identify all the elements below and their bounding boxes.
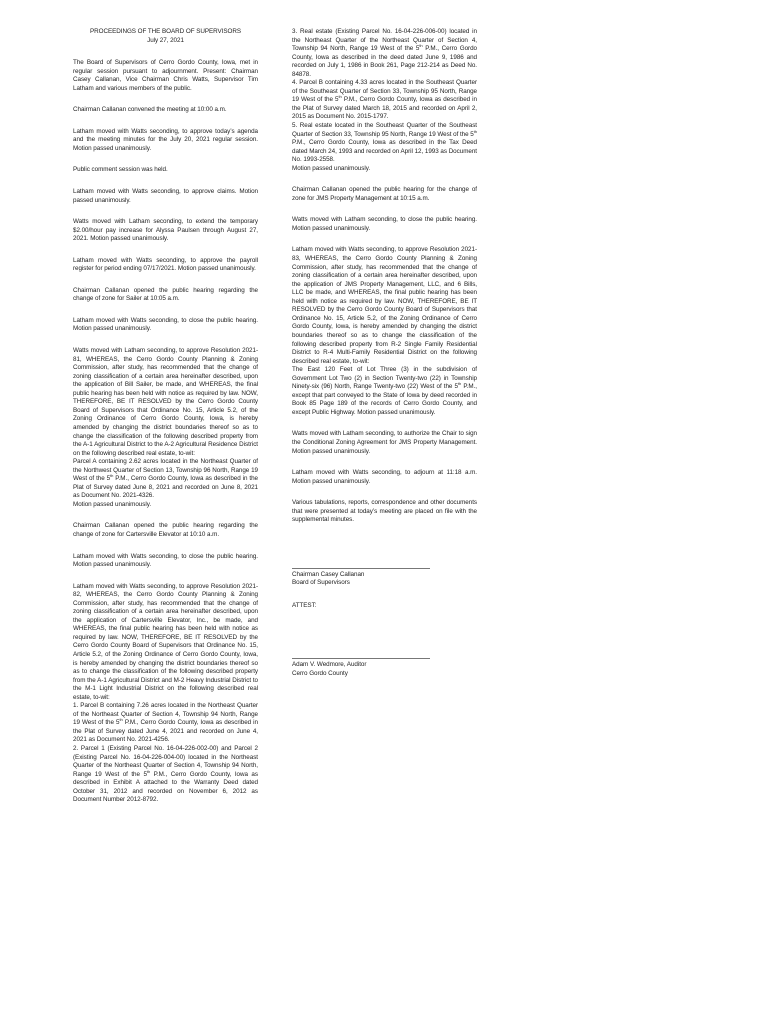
auditor-name: Adam V. Wedmore, Auditor bbox=[292, 661, 367, 669]
paragraph-hearing-sailer-open: Chairman Callanan opened the public hearing regarding the change of zone for Sailer at 10:05 a.m. bbox=[73, 286, 258, 303]
resolution-81-parcel-a: Parcel A containing 2.62 acres located in the Northeast Quarter of the Northwest Quarter of Section 13, Township 96 North, Range 19 West of the 5th P.M., Cerro Gordo County, Iowa as described in the Plat of Survey dated June 8, 2021 and recorded on June 8, 2021 as Document No. 2021-4326. bbox=[73, 458, 258, 500]
resolution-81-motion: Motion passed unanimously. bbox=[73, 500, 152, 508]
resolution-81-body: Watts moved with Latham seconding, to approve Resolution 2021-81, WHEREAS, the Cerro Gordo County Planning & Zoning Commission, after study, has recommended that the change of zoning classification of a certain area hereinafter described, upon the application of Bill Sailer, be made, and WHEREAS, the final public hearing has been held with notice as required by law. NOW, THEREFORE, BE IT RESOLVED by the Cerro Gordo County Board of Supervisors that Ordinance No. 15, Article 5.2, of the Zoning Ordinance of Cerro Gordo County, Iowa, is hereby amended by changing the district boundaries thereof so as to change the classification of the following described property from the A-1 Agricultural District to the A-2 Agricultural Residence District on the following described real estate, to-wit: bbox=[73, 347, 258, 457]
auditor-county: Cerro Gordo County bbox=[292, 669, 348, 677]
paragraph-hearing-cartersville-close: Latham moved with Watts seconding, to close the public hearing. Motion passed unanimously. bbox=[73, 552, 258, 569]
resolution-82-item-1: 1. Parcel B containing 7.26 acres located in the Northeast Quarter of the Northeast Quarter of Section 4, Township 94 North, Range 19 West of the 5th P.M., Cerro Gordo County, Iowa as described in the Plat of Survey dated June 4, 2021 and recorded on June 4, 2021 as Document No. 2021-4256. bbox=[73, 702, 258, 744]
resolution-2021-81 bbox=[73, 347, 258, 509]
paragraph-hearing-jms-close: Watts moved with Latham seconding, to close the public hearing. Motion passed unanimously. bbox=[292, 216, 477, 232]
signature-block bbox=[292, 538, 477, 679]
resolution-82-item-3: 3. Real estate (Existing Parcel No. 16-04-226-006-00) located in the Northeast Quarter of the Northeast Quarter of Section 4, Township 94 North, Range 19 West of the 5th P.M., Cerro Gordo County, Iowa as described in the deed dated June 9, 1986 and recorded on July 1, 1986 in Book 261, Page 212-214 as Deed No. 84878. bbox=[292, 28, 477, 78]
paragraph-attendance: The Board of Supervisors of Cerro Gordo County, Iowa, met in regular session pursuant to adjournment. Present: Chairman Casey Callanan, Vice Chairman Chris Watts, Supervisor Tim Latham and various members of the public. bbox=[73, 59, 258, 92]
resolution-82-item-2: 2. Parcel 1 (Existing Parcel No. 16-04-226-002-00) and Parcel 2 (Existing Parcel No. 16-04-226-004-00) located in the Northeast Quarter of the Northeast Quarter of Section 4, Township 94 North, Range 19 West of the 5th P.M., Cerro Gordo County, Iowa as described in Exhibit A attached to the Warranty Deed dated October 31, 2012 and recorded on November 6, 2012 as Document Number 2012-8792. bbox=[73, 745, 258, 804]
attest-label: ATTEST: bbox=[292, 601, 317, 609]
paragraph-hearing-sailer-close: Latham moved with Watts seconding, to close the public hearing. Motion passed unanimously. bbox=[73, 316, 258, 333]
paragraph-hearing-cartersville-open: Chairman Callanan opened the public hearing regarding the change of zone for Cartersville Elevator at 10:10 a.m. bbox=[73, 522, 258, 538]
chair-name: Chairman Casey Callanan bbox=[292, 570, 365, 578]
heading-date: July 27, 2021 bbox=[147, 36, 184, 44]
paragraph-public-comment: Public comment session was held. bbox=[73, 166, 168, 174]
paragraph-adjourn-motion: Latham moved with Watts seconding, to adjourn at 11:18 a.m. Motion passed unanimously. bbox=[292, 469, 477, 485]
paragraph-zoning-agreement-motion: Watts moved with Latham seconding, to authorize the Chair to sign the Conditional Zoning Agreement for JMS Property Management. Motion passed unanimously. bbox=[292, 430, 477, 455]
right-column bbox=[292, 28, 477, 679]
resolution-2021-82-continued bbox=[292, 28, 477, 173]
paragraph-supplemental-minutes: Various tabulations, reports, correspondence and other documents that were presented at today’s meeting are placed on file with the supplemental minutes. bbox=[292, 499, 477, 524]
paragraph-agenda-motion: Latham moved with Watts seconding, to approve today’s agenda and the meeting minutes for the July 20, 2021 regular session. Motion passed unanimously. bbox=[73, 127, 258, 152]
paragraph-convened: Chairman Callanan convened the meeting at 10:00 a.m. bbox=[73, 106, 227, 114]
chair-signature-line bbox=[292, 568, 430, 569]
paragraph-payroll-motion: Latham moved with Watts seconding, to approve the payroll register for period ending 07/17/2021. Motion passed unanimously. bbox=[73, 256, 258, 273]
chair-title: Board of Supervisors bbox=[292, 579, 350, 587]
resolution-83-parcel: The East 120 Feet of Lot Three (3) in the subdivision of Government Lot Two (2) in Section Twenty-two (22) in Township Ninety-six (96) North, Range Twenty-two (22) West of the 5th P.M., except that part conveyed to the State of Iowa by deed recorded in Book 85 Page 189 of the records of Cerro Gordo County, and except Public Highway. Motion passed unanimously. bbox=[292, 366, 477, 416]
resolution-2021-83 bbox=[292, 246, 477, 417]
auditor-signature-line bbox=[292, 658, 430, 659]
document-heading bbox=[73, 28, 258, 45]
paragraph-pay-increase-motion: Watts moved with Latham seconding, to extend the temporary $2.00/hour pay increase for Alyssa Paulsen through August 27, 2021. Motion passed unanimously. bbox=[73, 218, 258, 243]
heading-title: PROCEEDINGS OF THE BOARD OF SUPERVISORS bbox=[89, 28, 242, 35]
resolution-2021-82 bbox=[73, 583, 258, 805]
resolution-83-body: Latham moved with Watts seconding, to approve Resolution 2021-83, WHEREAS, the Cerro Gordo County Planning & Zoning Commission, after study, has recommended that the change of zoning classification of a certain area hereinafter described, upon the application of JMS Property Management, LLC, and 6 Bills, LLC be made, and WHEREAS, the final public hearing has been held with notice as required by law. NOW, THEREFORE, BE IT RESOLVED by the Cerro Gordo County Board of Supervisors that Ordinance No. 15, Article 5.2, of the Zoning Ordinance of Cerro Gordo County, Iowa, is hereby amended by changing the district boundaries thereof so as to change the classification of the following described property from R-2 Single Family Residential District to R-4 Multi-Family Residential District on the following described real estate, to-wit: bbox=[292, 246, 477, 365]
left-column bbox=[73, 28, 258, 805]
paragraph-claims-motion: Latham moved with Watts seconding, to approve claims. Motion passed unanimously. bbox=[73, 188, 258, 204]
resolution-82-item-5: 5. Real estate located in the Southeast Quarter of the Southeast Quarter of Section 33, Township 95 North, Range 19 West of the 5th P.M., Cerro Gordo County, Iowa as described in the Tax Deed dated March 24, 1993 and recorded on April 12, 1993 as Document No. 1993-2558. bbox=[292, 122, 477, 164]
paragraph-hearing-jms-open: Chairman Callanan opened the public hearing for the change of zone for JMS Property Management at 10:15 a.m. bbox=[292, 186, 477, 202]
resolution-82-motion: Motion passed unanimously. bbox=[292, 164, 371, 172]
resolution-82-body: Latham moved with Watts seconding, to approve Resolution 2021-82, WHEREAS, the Cerro Gordo County Planning & Zoning Commission, after study, has recommended that the change of zoning classification of a certain area hereinafter described, upon the application of Cartersville Elevator, Inc., be made, and WHEREAS, the final public hearing has been held with notice as required by law. NOW, THEREFORE, BE IT RESOLVED by the Cerro Gordo County Board of Supervisors that Ordinance No. 15, Article 5.2, of the Zoning Ordinance of Cerro Gordo County, Iowa, is hereby amended by changing the district boundaries thereof so as to change the classification of the following described property from the A-1 Agricultural District and M-2 Heavy Industrial District to the M-1 Light Industrial District on the following described real estate, to-wit: bbox=[73, 582, 258, 701]
resolution-82-item-4: 4. Parcel B containing 4.33 acres located in the Southeast Quarter of the Southeast Quarter of Section 33, Township 95 North, Range 19 West of the 5th P.M., Cerro Gordo County, Iowa as described in the Plat of Survey dated March 18, 2015 and recorded on April 2, 2015 as Document No. 2015-1797. bbox=[292, 79, 477, 121]
